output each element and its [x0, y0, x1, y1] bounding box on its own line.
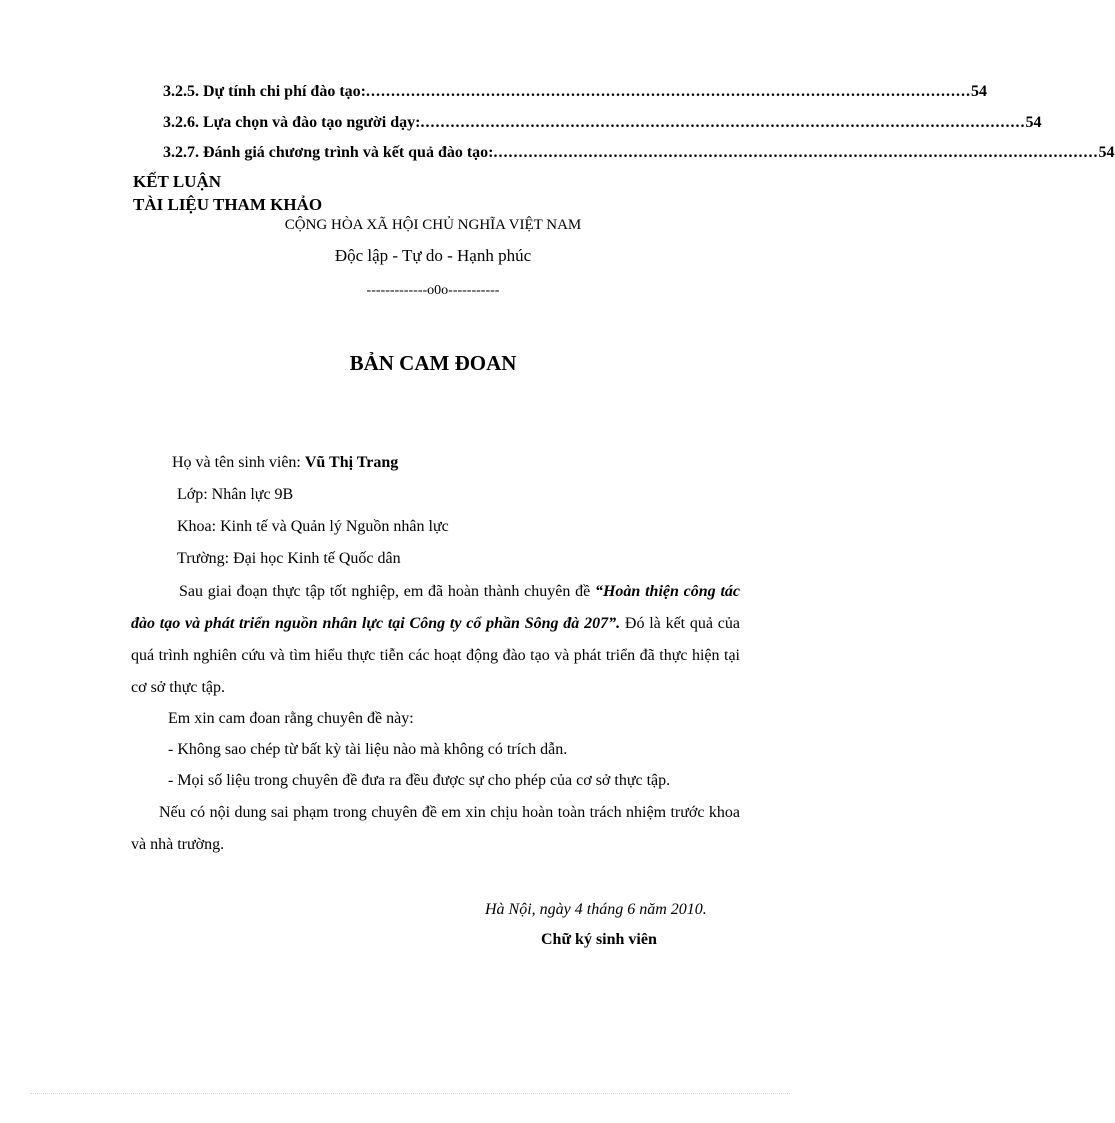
toc-item-3-2-6	[163, 114, 1042, 132]
separator: -------------o0o-----------	[366, 283, 500, 298]
student-name-value: Vũ Thị Trang	[304, 454, 399, 471]
toc-leader-dots: .........................................................................................................................	[420, 114, 1026, 131]
toc-item-3-2-7	[163, 144, 1115, 162]
student-name-label: Họ và tên sinh viên:	[172, 454, 305, 471]
body-paragraph-1	[131, 576, 740, 704]
toc-leader-dots: .........................................................................................................................	[493, 144, 1099, 161]
toc-item-3-2-5	[163, 83, 987, 101]
thesis-topic: “Hoàn thiện công tác đào tạo và phát triển nguồn nhân lực tại Công ty cổ phần Sông đà 207”.	[131, 583, 740, 632]
toc-item-title: 3.2.5. Dự tính chi phí đào tạo:	[163, 83, 366, 100]
motto: Độc lập - Tự do - Hạnh phúc	[334, 246, 532, 265]
toc-references: TÀI LIỆU THAM KHẢO	[133, 195, 323, 214]
toc-item-page: 54	[970, 83, 987, 100]
page-title: BẢN CAM ĐOAN	[349, 351, 517, 375]
toc-item-page: 54	[1098, 144, 1115, 161]
nation-heading: CỘNG HÒA XÃ HỘI CHỦ NGHĨA VIỆT NAM	[284, 217, 582, 233]
toc-item-title: 3.2.7. Đánh giá chương trình và kết quả đào tạo:	[163, 144, 494, 161]
commitment-bullet-1: - Không sao chép từ bất kỳ tài liệu nào mà không có trích dẫn.	[168, 741, 568, 758]
toc-leader-dots: .........................................................................................................................	[365, 83, 971, 100]
body-paragraph-2	[131, 797, 740, 861]
signature-label: Chữ ký sinh viên	[541, 931, 657, 948]
student-name-line	[172, 454, 398, 472]
paragraph-rest: Đó là kết quả của quá trình nghiên cứu và tìm hiểu thực tiễn các hoạt động đào tạo và phát triển đã thực hiện tại cơ sở thực tập.	[131, 615, 741, 696]
toc-item-page: 54	[1025, 114, 1042, 131]
commitment-intro: Em xin cam đoan rằng chuyên đề này:	[168, 710, 414, 727]
toc-item-title: 3.2.6. Lựa chọn và đào tạo người dạy:	[163, 114, 421, 131]
student-faculty: Khoa: Kinh tế và Quản lý Nguồn nhân lực	[177, 518, 449, 535]
place-date: Hà Nội, ngày 4 tháng 6 năm 2010.	[485, 901, 707, 918]
page-bottom-divider	[30, 1093, 790, 1094]
student-school: Trường: Đại học Kinh tế Quốc dân	[177, 550, 401, 567]
responsibility-text: Nếu có nội dung sai phạm trong chuyên đề em xin chịu hoàn toàn trách nhiệm trước khoa và nhà trường.	[131, 804, 740, 853]
commitment-bullet-2: - Mọi số liệu trong chuyên đề đưa ra đều được sự cho phép của cơ sở thực tập.	[168, 772, 671, 789]
student-class: Lớp: Nhân lực 9B	[177, 486, 294, 503]
paragraph-lead: Sau giai đoạn thực tập tốt nghiệp, em đã hoàn thành chuyên đề	[179, 583, 595, 600]
toc-conclusion: KẾT LUẬN	[133, 172, 222, 191]
